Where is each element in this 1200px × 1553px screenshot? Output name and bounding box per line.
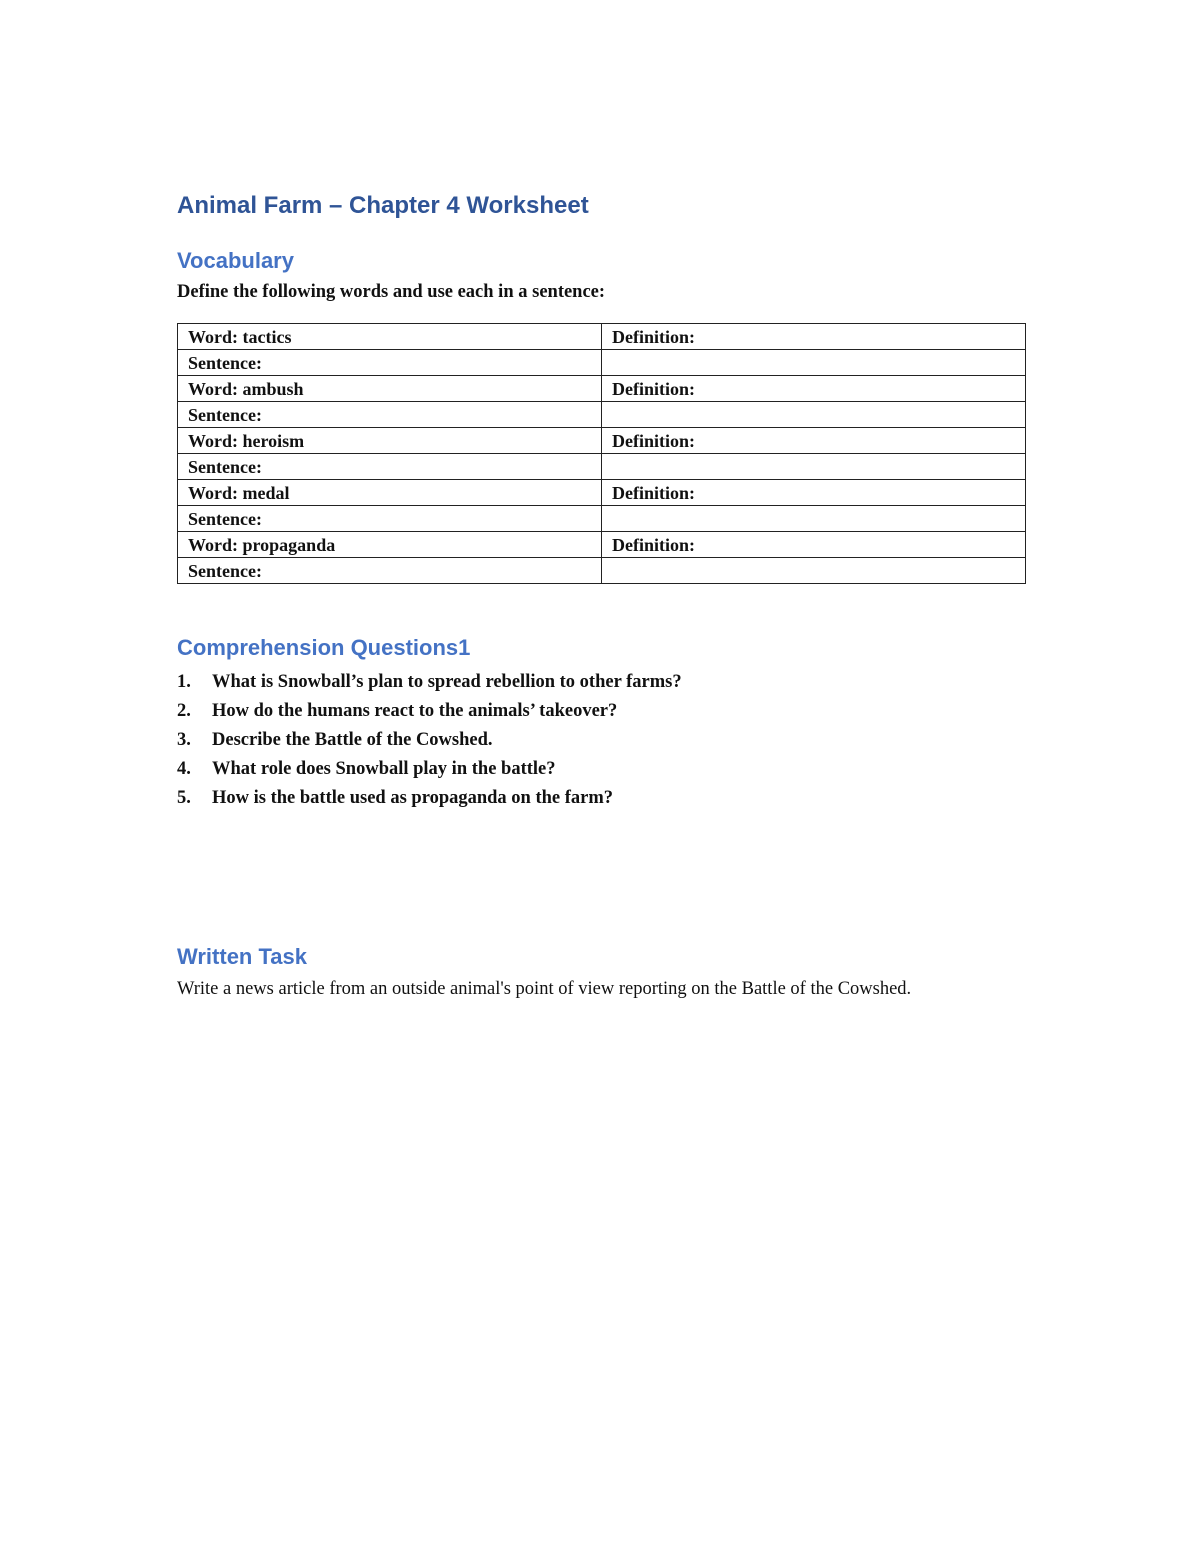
table-row — [178, 558, 1026, 584]
list-item — [177, 726, 1025, 755]
worksheet-content — [177, 188, 1025, 1003]
table-row — [178, 376, 1026, 402]
definition-cell[interactable]: Definition: — [602, 428, 1026, 454]
empty-cell — [602, 454, 1026, 480]
question-text: How is the battle used as propaganda on the farm? — [212, 788, 614, 808]
word-cell: Word: heroism — [178, 428, 602, 454]
empty-cell — [602, 402, 1026, 428]
empty-cell — [602, 558, 1026, 584]
table-row — [178, 506, 1026, 532]
page-title: Animal Farm – Chapter 4 Worksheet — [177, 192, 589, 219]
question-list — [177, 668, 1025, 813]
word-cell: Word: tactics — [178, 324, 602, 350]
definition-cell[interactable]: Definition: — [602, 480, 1026, 506]
definition-cell[interactable]: Definition: — [602, 532, 1026, 558]
word-cell: Word: propaganda — [178, 532, 602, 558]
table-row — [178, 402, 1026, 428]
list-item — [177, 755, 1025, 784]
question-number: 3. — [177, 730, 191, 750]
written-task-section — [177, 941, 1025, 1003]
table-row — [178, 350, 1026, 376]
comprehension-heading: Comprehension Questions1 — [177, 635, 471, 660]
word-cell: Word: ambush — [178, 376, 602, 402]
question-text: What is Snowball’s plan to spread rebellion to other farms? — [212, 672, 682, 692]
vocabulary-section — [177, 245, 1025, 584]
sentence-cell[interactable]: Sentence: — [178, 506, 602, 532]
sentence-cell[interactable]: Sentence: — [178, 402, 602, 428]
question-text: How do the humans react to the animals’ takeover? — [212, 701, 618, 721]
sentence-cell[interactable]: Sentence: — [178, 454, 602, 480]
list-item — [177, 784, 1025, 813]
list-item — [177, 668, 1025, 697]
empty-cell — [602, 506, 1026, 532]
vocabulary-instruction: Define the following words and use each in a sentence: — [177, 282, 606, 302]
definition-cell[interactable]: Definition: — [602, 324, 1026, 350]
word-cell: Word: medal — [178, 480, 602, 506]
table-row — [178, 428, 1026, 454]
list-item — [177, 697, 1025, 726]
table-row — [178, 324, 1026, 350]
table-row — [178, 454, 1026, 480]
question-number: 2. — [177, 701, 191, 721]
vocabulary-table — [177, 323, 1026, 584]
question-text: What role does Snowball play in the battle? — [212, 759, 556, 779]
question-number: 4. — [177, 759, 191, 779]
empty-cell — [602, 350, 1026, 376]
table-row — [178, 532, 1026, 558]
sentence-cell[interactable]: Sentence: — [178, 558, 602, 584]
table-row — [178, 480, 1026, 506]
comprehension-section — [177, 632, 1025, 813]
written-task-heading: Written Task — [177, 944, 307, 969]
definition-cell[interactable]: Definition: — [602, 376, 1026, 402]
question-number: 5. — [177, 788, 191, 808]
question-text: Describe the Battle of the Cowshed. — [212, 730, 493, 750]
written-task-text: Write a news article from an outside animal's point of view reporting on the Battle of the Cowshed. — [177, 979, 912, 999]
sentence-cell[interactable]: Sentence: — [178, 350, 602, 376]
vocabulary-heading: Vocabulary — [177, 248, 294, 273]
question-number: 1. — [177, 672, 191, 692]
